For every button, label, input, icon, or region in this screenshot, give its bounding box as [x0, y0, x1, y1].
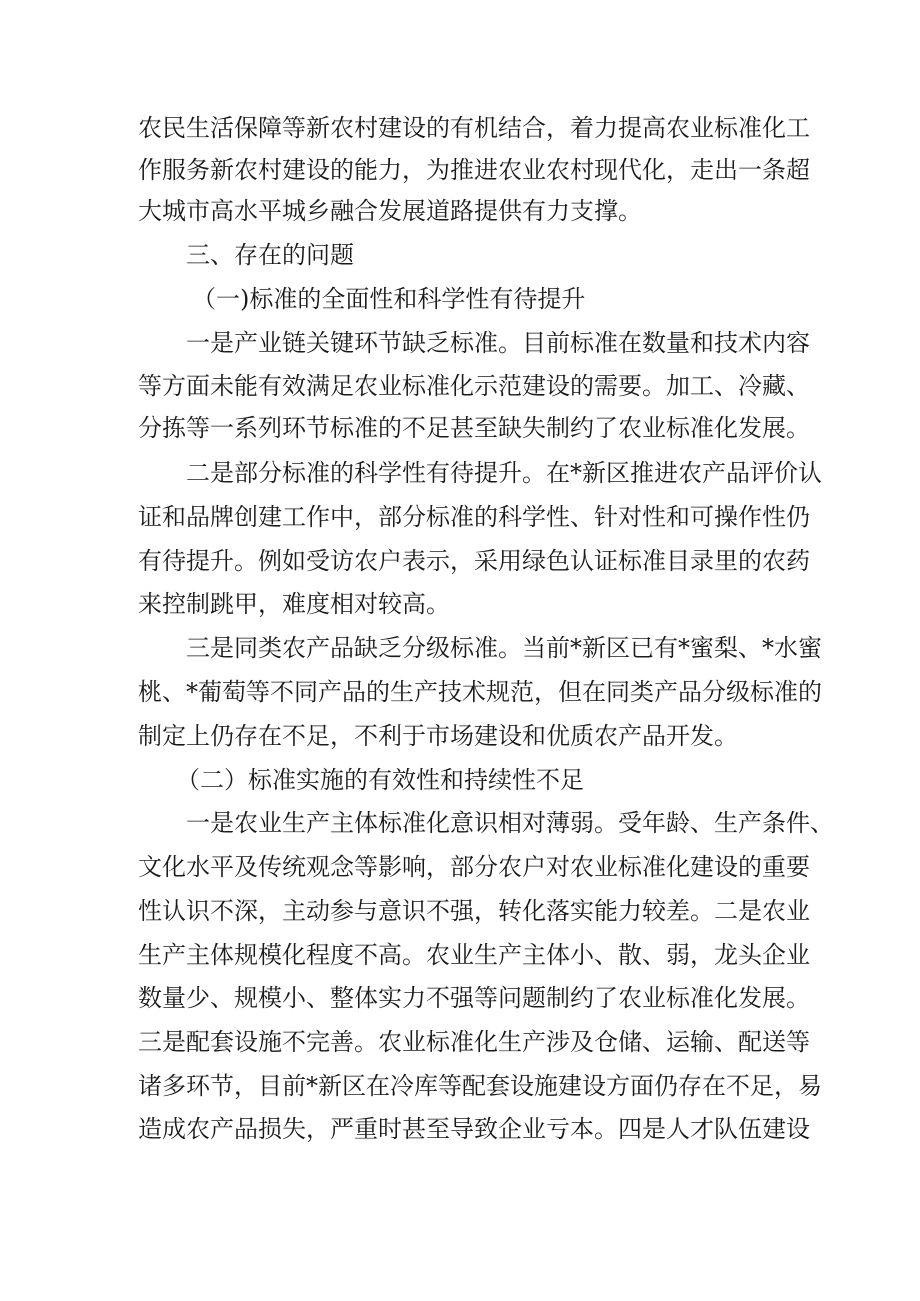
subsection-heading-2: （二）标准实施的有效性和持续性不足 [176, 766, 584, 794]
text-line-17: 一是农业生产主体标准化意识相对薄弱。受年龄、生产条件、 [186, 809, 834, 837]
text-line-23: 诸多环节，目前*新区在冷库等配套设施建设方面仍存在不足，易 [138, 1072, 822, 1100]
text-line-20: 生产主体规模化程度不高。农业生产主体小、散、弱，龙头企业 [138, 941, 810, 969]
text-line-24: 造成农产品损失，严重时甚至导致企业亏本。四是人才队伍建设 [138, 1115, 810, 1143]
subsection-heading-1: （一)标准的全面性和科学性有待提升 [192, 285, 586, 313]
text-line-6: 一是产业链关键环节缺乏标准。目前标准在数量和技术内容 [186, 329, 810, 357]
text-line-13: 三是同类农产品缺乏分级标准。当前*新区已有*蜜梨、*水蜜 [186, 634, 822, 662]
text-line-3: 大城市高水平城乡融合发展道路提供有力支撑。 [138, 197, 642, 225]
text-line-18: 文化水平及传统观念等影响，部分农户对农业标准化建设的重要 [138, 853, 810, 881]
text-line-19: 性认识不深，主动参与意识不强，转化落实能力较差。二是农业 [138, 897, 810, 925]
text-line-10: 证和品牌创建工作中，部分标准的科学性、针对性和可操作性仍 [138, 503, 810, 531]
text-line-14: 桃、*葡萄等不同产品的生产技术规范，但在同类产品分级标准的 [138, 678, 822, 706]
text-line-2: 作服务新农村建设的能力，为推进农业农村现代化，走出一条超 [138, 156, 810, 184]
text-line-22: 三是配套设施不完善。农业标准化生产涉及仓储、运输、配送等 [138, 1028, 810, 1056]
text-line-15: 制定上仍存在不足，不利于市场建设和优质农产品开发。 [138, 722, 738, 750]
text-line-1: 农民生活保障等新农村建设的有机结合，着力提高农业标准化工 [138, 114, 810, 142]
text-line-12: 来控制跳甲，难度相对较高。 [138, 590, 450, 618]
text-line-8: 分拣等一系列环节标准的不足甚至缺失制约了农业标准化发展。 [138, 414, 810, 442]
text-line-11: 有待提升。例如受访农户表示，采用绿色认证标准目录里的农药 [138, 547, 810, 575]
section-heading: 三、存在的问题 [186, 241, 354, 269]
text-line-9: 二是部分标准的科学性有待提升。在*新区推进农产品评价认 [186, 459, 822, 487]
text-line-7: 等方面未能有效满足农业标准化示范建设的需要。加工、冷藏、 [138, 372, 810, 400]
text-line-21: 数量少、规模小、整体实力不强等问题制约了农业标准化发展。 [138, 984, 810, 1012]
